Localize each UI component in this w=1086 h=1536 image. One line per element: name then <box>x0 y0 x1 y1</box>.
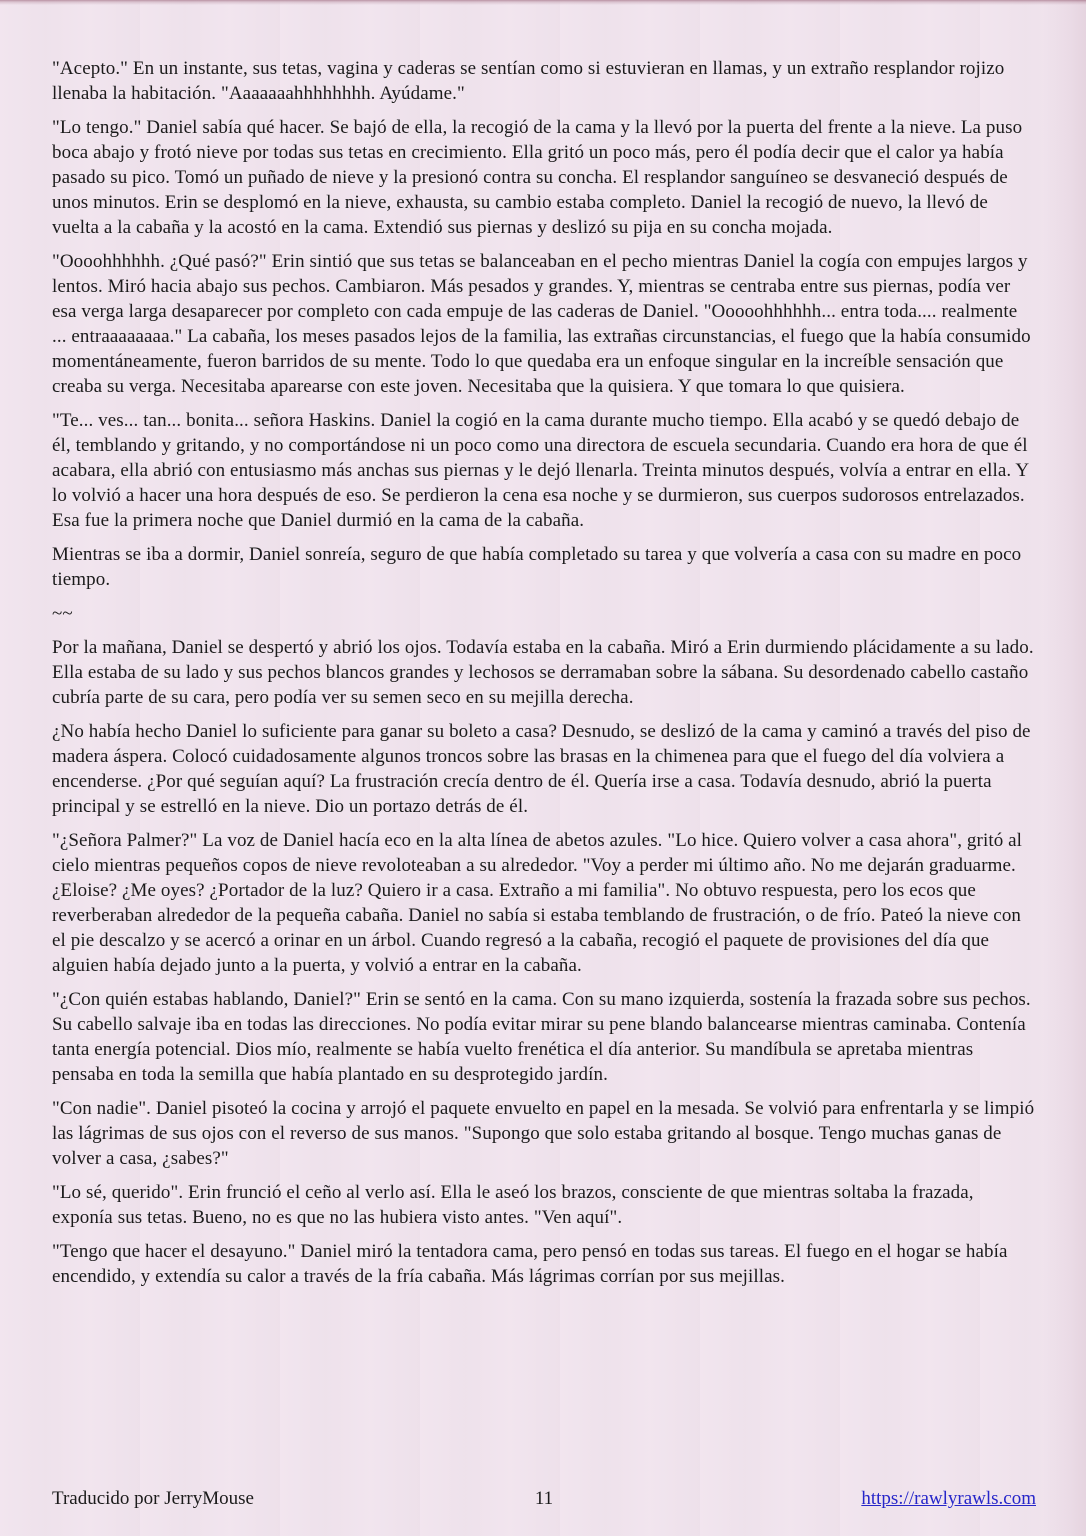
translator-credit: Traducido por JerryMouse <box>52 1488 254 1509</box>
paragraph: "Te... ves... tan... bonita... señora Haskins. Daniel la cogió en la cama durante mucho tiempo. Ella acabó y se quedó debajo de él, temblando y gritando, y no comportándose ni un poco como una directora de escuela secundaria. Cuando era hora de que él acabara, ella abrió con entusiasmo más anchas sus piernas y le dejó llenarla. Treinta minutos después, volvía a entrar en ella. Y lo volvió a hacer una hora después de eso. Se perdieron la cena esa noche y se durmieron, sus cuerpos sudorosos entrelazados. Esa fue la primera noche que Daniel durmió en la cama de la cabaña. <box>52 410 1029 531</box>
paragraph: "¿Señora Palmer?" La voz de Daniel hacía eco en la alta línea de abetos azules. "Lo hice. Quiero volver a casa ahora", gritó al cielo mientras pequeños copos de nieve revoloteaban a su alrededor. "Voy a perder mi último año. No me dejarán graduarme. ¿Eloise? ¿Me oyes? ¿Portador de la luz? Quiero ir a casa. Extraño a mi familia". No obtuvo respuesta, pero los ecos que reverberaban alrededor de la pequeña cabaña. Daniel no sabía si estaba temblando de frustración, o de frío. Pateó la nieve con el pie descalzo y se acercó a orinar en un árbol. Cuando regresó a la cabaña, recogió el paquete de provisiones del día que alguien había dejado junto a la puerta, y volvió a entrar en la cabaña. <box>52 830 1023 976</box>
story-text-block <box>52 56 1036 1298</box>
page-number: 11 <box>534 1488 554 1509</box>
paragraph: Por la mañana, Daniel se despertó y abrió los ojos. Todavía estaba en la cabaña. Miró a Erin durmiendo plácidamente a su lado. Ella estaba de su lado y sus pechos blancos grandes y lechosos se derramaban sobre la sábana. Su desordenado cabello castaño cubría parte de su cara, pero podía ver su semen seco en su mejilla derecha. <box>52 637 1034 708</box>
paragraph: ¿No había hecho Daniel lo suficiente para ganar su boleto a casa? Desnudo, se deslizó de la cama y caminó a través del piso de madera áspera. Colocó cuidadosamente algunos troncos sobre las brasas en la chimenea para que el fuego del día volviera a encenderse. ¿Por qué seguían aquí? La frustración crecía dentro de él. Quería irse a casa. Todavía desnudo, abrió la puerta principal y se estrelló en la nieve. Dio un portazo detrás de él. <box>52 721 1031 817</box>
paragraph: "Acepto." En un instante, sus tetas, vagina y caderas se sentían como si estuvieran en llamas, y un extraño resplandor rojizo llenaba la habitación. "Aaaaaaahhhhhhhh. Ayúdame." <box>52 58 1005 104</box>
paragraph: "Tengo que hacer el desayuno." Daniel miró la tentadora cama, pero pensó en todas sus tareas. El fuego en el hogar se había encendido, y extendía su calor a través de la fría cabaña. Más lágrimas corrían por sus mejillas. <box>52 1241 1008 1287</box>
paragraph: "Oooohhhhhh. ¿Qué pasó?" Erin sintió que sus tetas se balanceaban en el pecho mientras Daniel la cogía con empujes largos y lentos. Miró hacia abajo sus pechos. Cambiaron. Más pesados y grandes. Y, mientras se centraba entre sus piernas, podía ver esa verga larga desaparecer por completo con cada empuje de las caderas de Daniel. "Ooooohhhhhh... entra toda.... realmente ... entraaaaaaaa." La cabaña, los meses pasados lejos de la familia, las extrañas circunstancias, el fuego que la había consumido momentáneamente, fueron barridos de su mente. Todo lo que quedaba era un enfoque singular en la increíble sensación que creaba su verga. Necesitaba aparearse con este joven. Necesitaba que la quisiera. Y que tomara lo que quisiera. <box>52 251 1031 397</box>
page-footer <box>52 1486 1036 1511</box>
paragraph: "Con nadie". Daniel pisoteó la cocina y arrojó el paquete envuelto en papel en la mesada. Se volvió para enfrentarla y se limpió las lágrimas de sus ojos con el reverso de sus manos. "Supongo que solo estaba gritando al bosque. Tengo muchas ganas de volver a casa, ¿sabes?" <box>52 1098 1035 1169</box>
rawlyrawls-link[interactable]: https://rawlyrawls.com <box>861 1488 1036 1509</box>
paragraph: "Lo sé, querido". Erin frunció el ceño al verlo así. Ella le aseó los brazos, consciente de que mientras soltaba la frazada, exponía sus tetas. Bueno, no es que no las hubiera visto antes. "Ven aquí". <box>52 1182 974 1228</box>
scene-separator: ~~ <box>52 603 73 624</box>
paragraph: "Lo tengo." Daniel sabía qué hacer. Se bajó de ella, la recogió de la cama y la llevó por la puerta del frente a la nieve. La puso boca abajo y frotó nieve por todas sus tetas en crecimiento. Ella gritó un poco más, pero él podía decir que el calor ya había pasado su pico. Tomó un puñado de nieve y la presionó contra su concha. El resplandor sanguíneo se desvaneció después de unos minutos. Erin se desplomó en la nieve, exhausta, su cambio estaba completo. Daniel la recogió de nuevo, la llevó de vuelta a la cabaña y la acostó en la cama. Extendió sus piernas y deslizó su pija en su concha mojada. <box>52 117 1023 238</box>
paragraph: "¿Con quién estabas hablando, Daniel?" Erin se sentó en la cama. Con su mano izquierda, sostenía la frazada sobre sus pechos. Su cabello salvaje iba en todas las direcciones. No podía evitar mirar su pene blando balancearse mientras caminaba. Contenía tanta energía potencial. Dios mío, realmente se había vuelto frenética el día anterior. Su mandíbula se apretaba mientras pensaba en toda la semilla que había plantado en su desprotegido jardín. <box>52 989 1031 1085</box>
paragraph: Mientras se iba a dormir, Daniel sonreía, seguro de que había completado su tarea y que volvería a casa con su madre en poco tiempo. <box>52 544 1022 590</box>
